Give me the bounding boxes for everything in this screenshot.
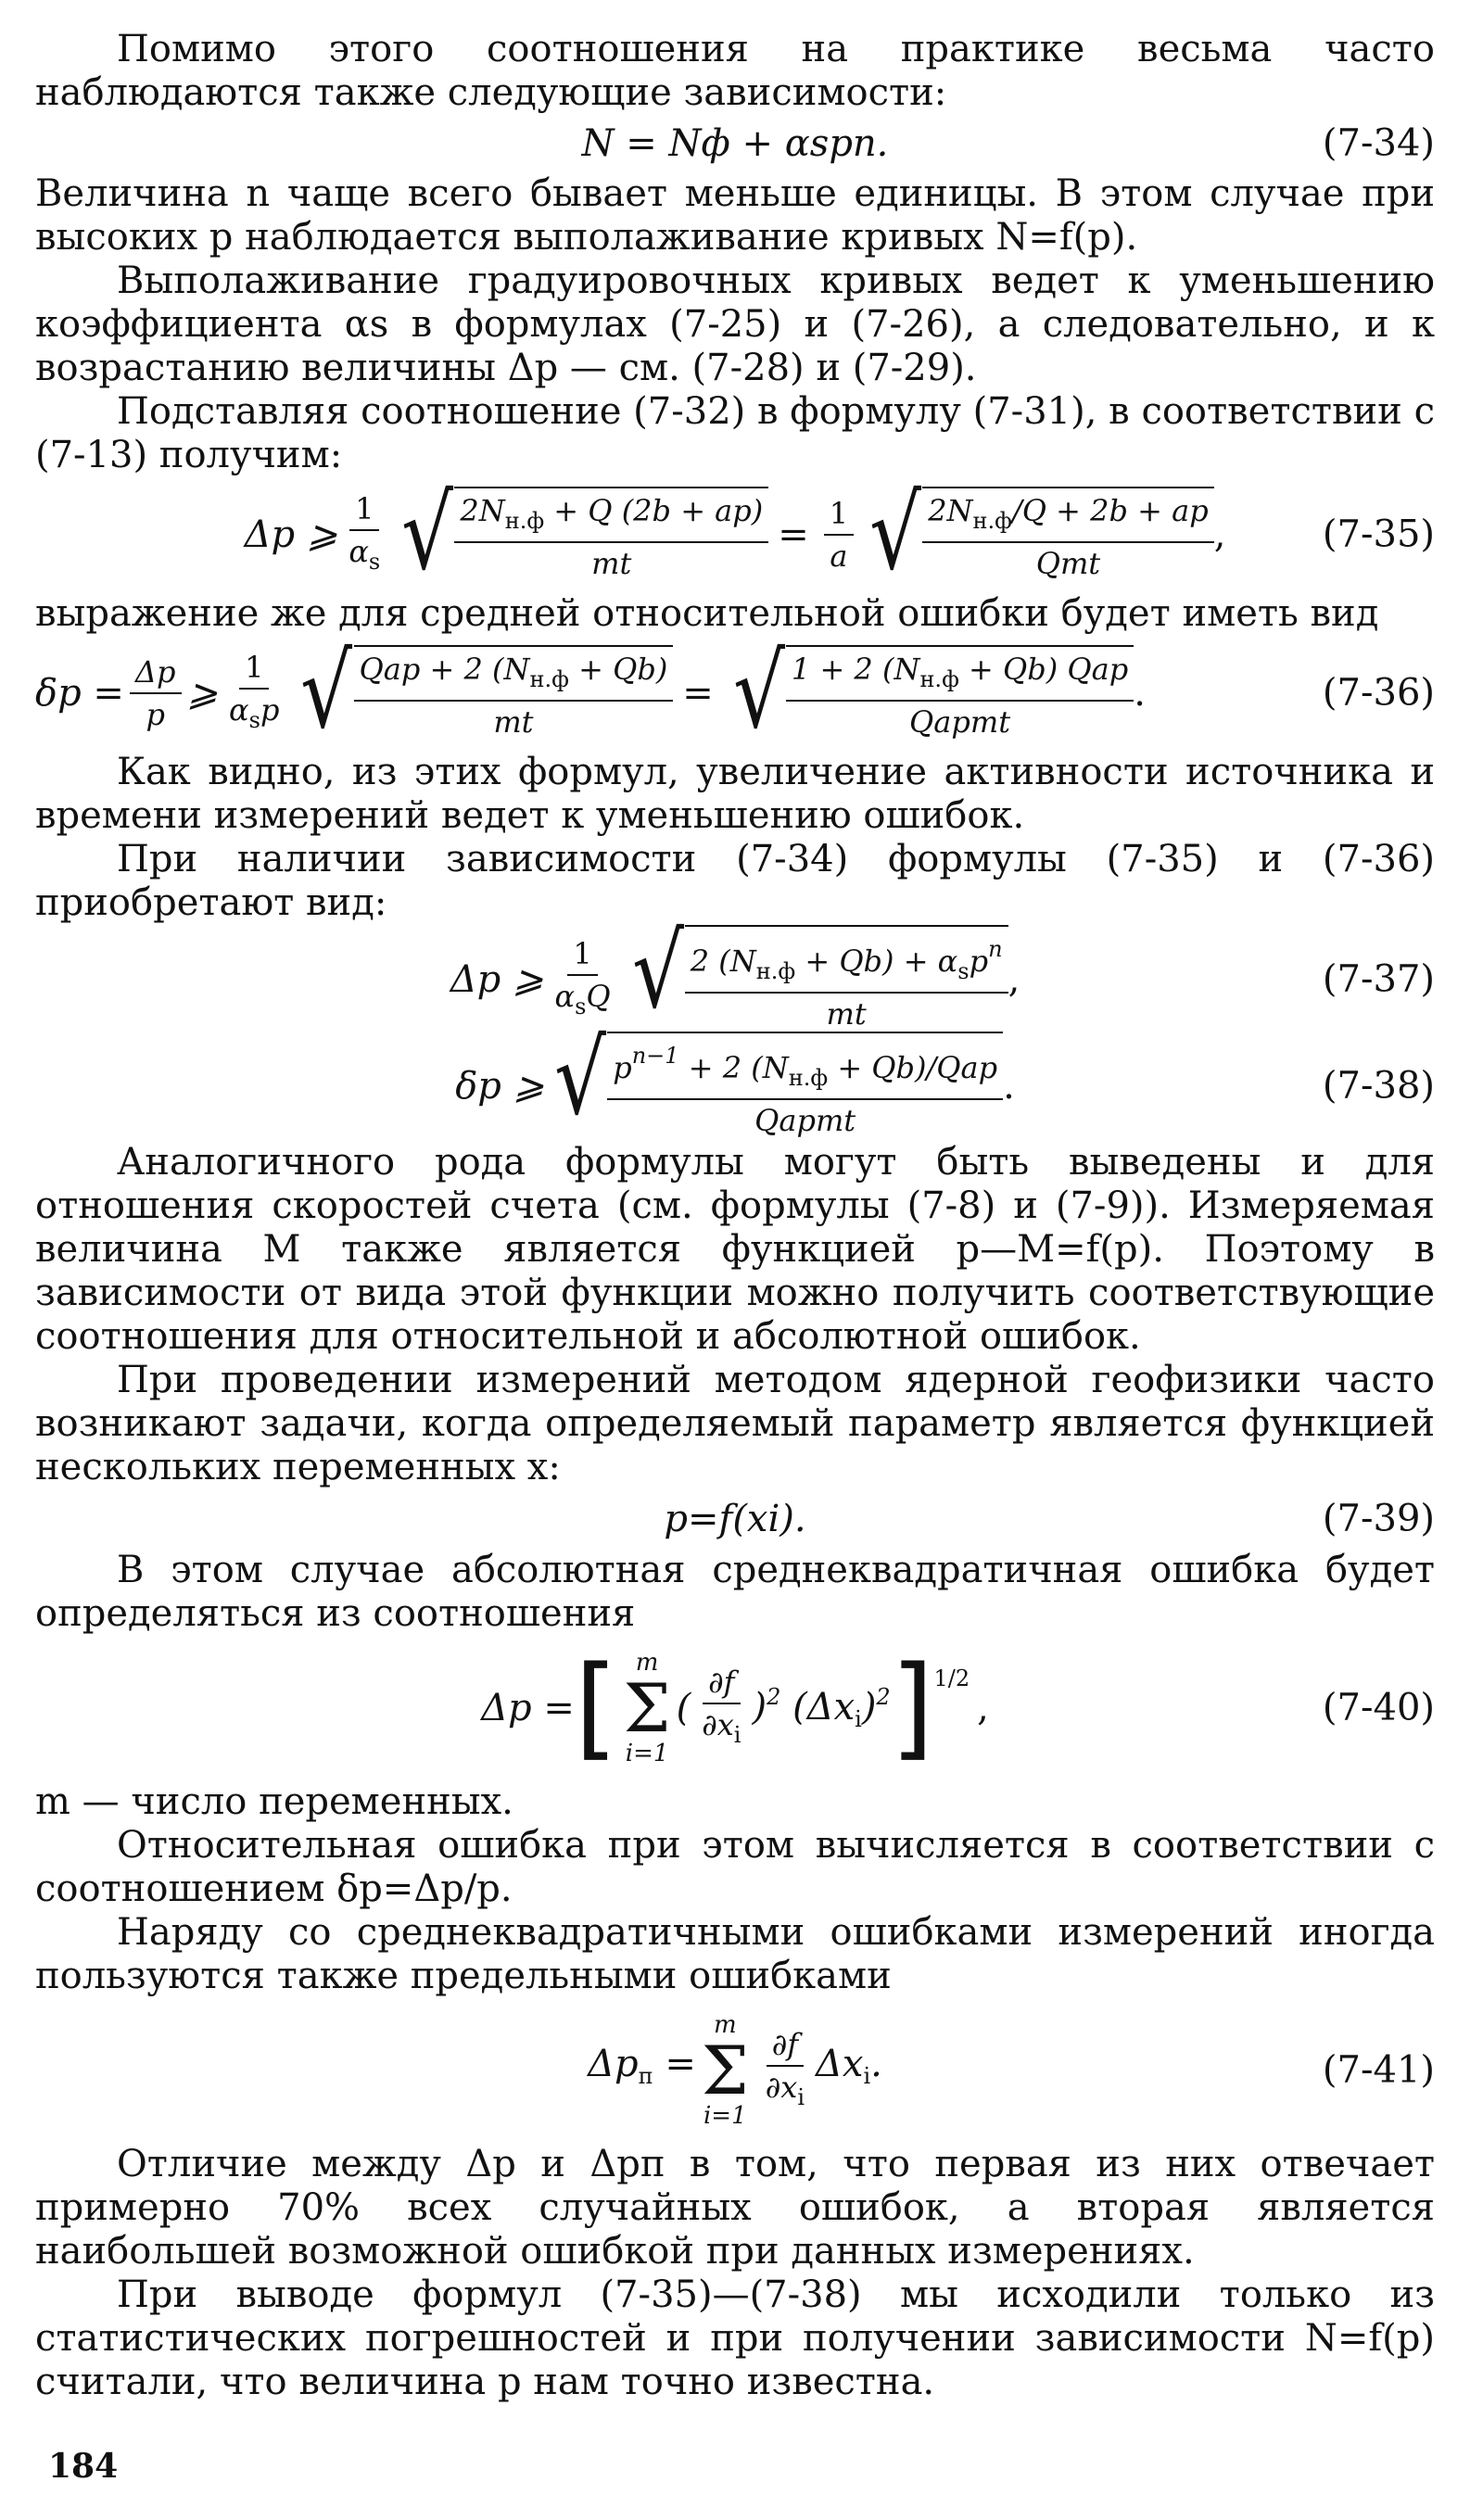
equation-7-34-body: N = Nф + αspn.	[581, 121, 889, 165]
paragraph-14: Отличие между Δp и Δpп в том, что первая из них отвечает примерно 70% всех случайных ошибок, а вторая является наибольшей возможной ошибкой при данных измерениях.	[35, 2143, 1435, 2273]
page-body	[35, 28, 1435, 2404]
equation-number: (7-37)	[1322, 957, 1435, 1001]
equation-7-36: δp = $\frac{\Delta p}{p}$ ⩾ $\frac{1}{\alpha_sp}$ √ $\frac{Qap + 2 (N_{н.ф} + Qb)}{mt}$ = √ $\frac{1 + 2 (N_{н.ф} + Qb) Qap}{\text{Qapmt}}$ . (7-36)	[35, 631, 1435, 751]
equation-7-38: δp ⩾ √ $\frac{p^{n-1} + 2 (N_{н.ф} + Qb)/Qap}{\text{Qapmt}}$ . (7-38)	[35, 1034, 1435, 1138]
paragraph-13: Наряду со среднеквадратичными ошибками измерений иногда пользуются также предельными ошибками	[35, 1911, 1435, 1997]
paragraph-10: В этом случае абсолютная среднеквадратичная ошибка будет определяться из соотношения	[35, 1549, 1435, 1635]
equation-7-34	[35, 118, 1435, 170]
equation-7-40: Δp = [ m Σ i=1 ( $\frac{\partial f}{\partial x_i}$ )$^2$ $(\Delta x_i)^2$ ] 1/2 , (7-40)	[481, 1643, 1435, 1772]
equation-number: (7-36)	[1322, 671, 1435, 715]
paragraph-1: Помимо этого соотношения на практике весьма часто наблюдаются также следующие зависимости:	[35, 28, 1435, 114]
paragraph-8: Аналогичного рода формулы могут быть выведены и для отношения скоростей счета (см. формулы (7-8) и (7-9)). Измеряемая величина M также является функцией p—M=f(p). Поэтому в зависимости от вида этой функции можно получить соответствующие соотношения для относительной и абсолютной ошибок.	[35, 1141, 1435, 1358]
page-number: 184	[48, 2447, 119, 2486]
paragraph-11: m — число переменных.	[35, 1780, 513, 1823]
paragraph-3: Выполаживание градуировочных кривых ведет к уменьшению коэффициента αs в формулах (7-25) и (7-26), а следовательно, и к возрастанию величины Δp — см. (7-28) и (7-29).	[35, 260, 1435, 389]
equation-number: (7-34)	[1322, 121, 1435, 165]
paragraph-7: При наличии зависимости (7-34) формулы (7-35) и (7-36) приобретают вид:	[35, 838, 1435, 924]
equation-number: (7-41)	[1322, 2048, 1435, 2092]
paragraph-5: выражение же для средней относительной ошибки будет иметь вид	[35, 592, 1379, 635]
equation-number: (7-39)	[1322, 1497, 1435, 1540]
paragraph-15: При выводе формул (7-35)—(7-38) мы исходили только из статистических погрешностей и при получении зависимости N=f(p) считали, что величина p нам точно известна.	[35, 2273, 1435, 2403]
equation-7-39-body: p=f(xi).	[664, 1497, 806, 1540]
paragraph-2: Величина n чаще всего бывает меньше единицы. В этом случае при высоких p наблюдается выполаживание кривых N=f(p).	[35, 172, 1435, 259]
equation-7-41: $\Delta p_п$ = m Σ i=1 $\frac{\partial f}{\partial x_i}$ $\Delta x_i$. (7-41)	[588, 2011, 1435, 2130]
equation-number: (7-40)	[1322, 1686, 1435, 1729]
equation-number: (7-35)	[1322, 513, 1435, 556]
equation-7-39	[35, 1492, 1435, 1546]
paragraph-6: Как видно, из этих формул, увеличение активности источника и времени измерений ведет к уменьшению ошибок.	[35, 751, 1435, 837]
equation-7-37: Δp ⩾ $\frac{1}{\alpha_sQ}$ √ $\frac{2 (N_{н.ф} + Qb) + \alpha_sp^n}{mt}$ , (7-37)	[35, 928, 1435, 1032]
paragraph-4: Подставляя соотношение (7-32) в формулу (7-31), в соответствии с (7-13) получим:	[35, 390, 1435, 476]
paragraph-12: Относительная ошибка при этом вычисляется в соответствии с соотношением δp=Δp/p.	[35, 1824, 1435, 1910]
equation-7-35: Δp ⩾ $\frac{1}{\alpha_s}$ √ $\frac{2N_{н.ф} + Q (2b + ap)}{mt}$ = $\frac{1}{a}$ √ $\frac{2N_{н.ф}/Q + 2b + ap}{\text{Qmt}}$ , (7-35)	[244, 473, 1435, 592]
equation-number: (7-38)	[1322, 1064, 1435, 1108]
paragraph-9: При проведении измерений методом ядерной геофизики часто возникают задачи, когда определяемый параметр является функцией нескольких переменных x:	[35, 1359, 1435, 1488]
